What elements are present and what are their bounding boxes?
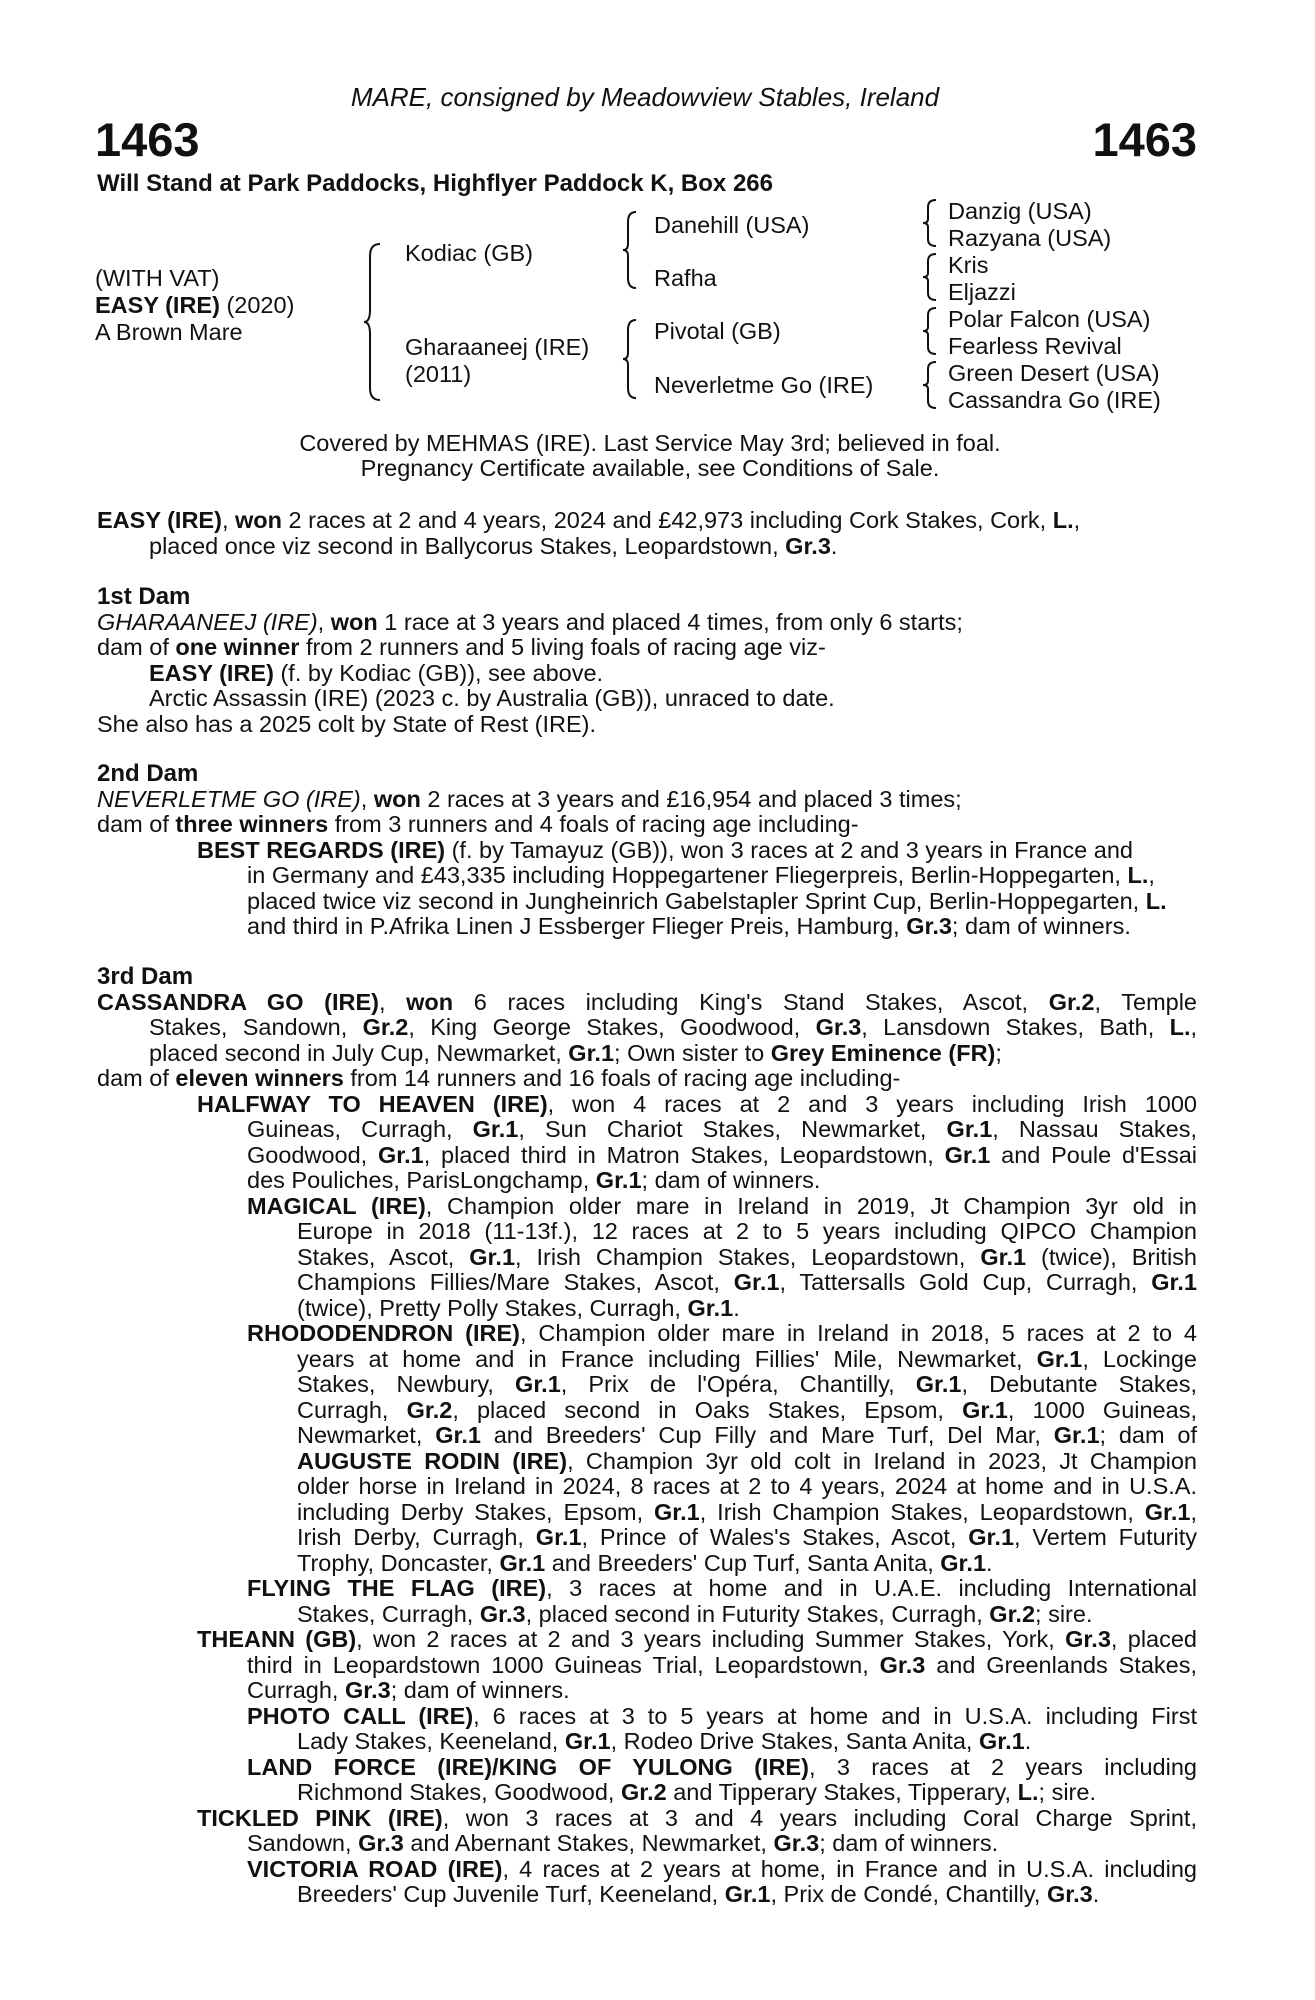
- magical-line-1: [97, 1194, 1197, 1220]
- best-regards-l4: and third in P.Afrika Linen J Essberger Flieger Preis, Hamburg,: [247, 913, 907, 939]
- second-dam-line-5: [97, 889, 1197, 915]
- summary-end: .: [830, 532, 838, 559]
- theann-t2b: Gr.3: [879, 1651, 926, 1678]
- cassandra-c5: ;: [995, 1039, 1002, 1066]
- second-dam-sep: ,: [360, 785, 374, 812]
- magical-name: MAGICAL (IRE): [247, 1192, 426, 1219]
- rhododendron-r2b: Gr.1: [1036, 1345, 1083, 1372]
- theann-t1b: , won 2 races at 2 and 3 years including Summer Stakes, York,: [356, 1626, 1066, 1652]
- dam-name: Gharaaneej (IRE): [405, 334, 590, 360]
- land-force-line-1: [97, 1755, 1197, 1781]
- cassandra-go-name: CASSANDRA GO (IRE): [97, 988, 379, 1015]
- magical-m3c: , Irish Champion Stakes, Leopardstown,: [515, 1243, 981, 1270]
- halfway-h3e: and Poule d'Essai: [990, 1141, 1198, 1168]
- summary-placed: placed once viz second in Ballycorus Stakes, Leopardstown,: [149, 532, 786, 559]
- sire-dam: Rafha: [654, 265, 717, 291]
- second-dam-line-4: [97, 863, 1197, 889]
- photo-call-name: PHOTO CALL (IRE): [247, 1702, 474, 1729]
- horse-name: EASY (IRE): [95, 292, 220, 318]
- magical-m4b: Gr.1: [733, 1269, 780, 1295]
- cassandra-d3: from 14 runners and 16 foals of racing age including-: [343, 1065, 901, 1091]
- pedigree-bracket-sire: [622, 210, 638, 290]
- halfway-h3d: Gr.1: [944, 1141, 991, 1168]
- cassandra-b4: Gr.3: [815, 1014, 862, 1040]
- dam-dam: Neverletme Go (IRE): [654, 372, 874, 398]
- theann-t3c: ; dam of winners.: [390, 1677, 570, 1703]
- land-l1b: , 3 races at 2 years including: [808, 1753, 1197, 1780]
- cassandra-b3: , King George Stakes, Goodwood,: [408, 1014, 816, 1040]
- summary-horse-name: EASY (IRE): [97, 507, 222, 533]
- rhododendron-r4c: , placed second in Oaks Stakes, Epsom,: [452, 1396, 963, 1423]
- horse-summary: [97, 508, 1197, 559]
- auguste-au3e: ,: [1190, 1498, 1197, 1525]
- rhododendron-r3a: Stakes, Newbury,: [297, 1371, 516, 1397]
- victoria-v2d: Gr.3: [1046, 1881, 1093, 1907]
- halfway-h4b: Gr.1: [595, 1167, 642, 1193]
- auguste-au4b: Gr.1: [535, 1524, 582, 1550]
- theann-t3b: Gr.3: [344, 1677, 391, 1703]
- auguste-au3c: , Irish Champion Stakes, Leopardstown,: [699, 1498, 1145, 1525]
- flying-f1b: , 3 races at home and in U.A.E. including International: [546, 1575, 1197, 1601]
- halfway-h2d: Gr.1: [946, 1116, 993, 1142]
- best-regards-l2-grade: L.: [1127, 862, 1149, 888]
- auguste-au5e: .: [986, 1549, 993, 1576]
- halfway-line-4: [97, 1168, 1197, 1194]
- halfway-h3a: Goodwood,: [247, 1141, 378, 1168]
- theann-t2a: third in Leopardstown 1000 Guineas Trial, Leopardstown,: [247, 1651, 880, 1678]
- rhododendron-r2a: years at home and in France including Fillies' Mile, Newmarket,: [297, 1345, 1037, 1372]
- cassandra-b1: Stakes, Sandown,: [149, 1014, 363, 1040]
- lot-number-right: 1463: [1092, 113, 1197, 166]
- dam-year: (2011): [405, 361, 472, 387]
- rhododendron-line-3: [97, 1372, 1197, 1398]
- pedigree-bracket-g4: [922, 360, 938, 410]
- rhododendron-r4d: Gr.1: [962, 1396, 1008, 1423]
- pedigree-bracket-g2: [922, 252, 938, 302]
- victoria-v2a: Breeders' Cup Juvenile Turf, Keeneland,: [297, 1881, 725, 1907]
- rhododendron-r4b: Gr.2: [406, 1396, 453, 1423]
- photo-p2e: .: [1024, 1728, 1032, 1754]
- halfway-line-3: [97, 1143, 1197, 1169]
- tickled-k2e: ; dam of winners.: [819, 1830, 999, 1856]
- halfway-h2b: Gr.1: [472, 1116, 519, 1142]
- first-dam-sep: ,: [317, 608, 331, 635]
- auguste-au1b: , Champion 3yr old colt in Ireland in 2023, Jt Champion: [567, 1447, 1197, 1474]
- rhododendron-r5b: Gr.1: [435, 1422, 481, 1448]
- best-regards-l3-grade: L.: [1145, 887, 1167, 914]
- photo-p2c: , Rodeo Drive Stakes, Santa Anita,: [610, 1728, 979, 1754]
- ancestor-eljazzi: Eljazzi: [948, 279, 1016, 305]
- summary-won: won: [235, 507, 282, 533]
- theann-t1d: , placed: [1110, 1626, 1197, 1652]
- flying-flag-line-1: [97, 1576, 1197, 1602]
- cassandra-t2: , Temple: [1094, 988, 1197, 1015]
- photo-p2d: Gr.1: [978, 1728, 1025, 1754]
- second-dam-line-1: [97, 787, 1197, 813]
- halfway-h2e: , Nassau Stakes,: [992, 1116, 1197, 1142]
- tickled-pink-line-1: [97, 1806, 1197, 1832]
- auguste-au3d: Gr.1: [1144, 1498, 1191, 1525]
- magical-m3e: (twice), British: [1026, 1243, 1197, 1270]
- rhododendron-r5c: and Breeders' Cup Filly and Mare Turf, Del Mar,: [480, 1422, 1054, 1448]
- vat-label: (WITH VAT): [95, 265, 220, 291]
- land-l2c: and Tipperary Stakes, Tipperary,: [666, 1779, 1018, 1805]
- magical-m4d: Gr.1: [1151, 1269, 1197, 1295]
- halfway-h4c: ; dam of winners.: [641, 1167, 821, 1193]
- best-regards-text: (f. by Tamayuz (GB)), won 3 races at 2 and 3 years in France and: [445, 836, 1133, 863]
- victoria-v1b: , 4 races at 2 years at home, in France and in U.S.A. including: [502, 1855, 1197, 1882]
- rhododendron-r4a: Curragh,: [297, 1396, 407, 1423]
- tickled-k1b: , won 3 races at 3 and 4 years including Coral Charge Sprint,: [442, 1804, 1197, 1831]
- cassandra-c3: ; Own sister to: [614, 1039, 771, 1066]
- stand-location: Will Stand at Park Paddocks, Highflyer Paddock K, Box 266: [97, 170, 773, 197]
- rhododendron-line-2: [97, 1347, 1197, 1373]
- first-dam-foals: from 2 runners and 5 living foals of racing age viz-: [299, 634, 826, 660]
- rhododendron-line-1: [97, 1321, 1197, 1347]
- second-dam-line-6: [97, 914, 1197, 940]
- rhododendron-r3c: , Prix de l'Opéra, Chantilly,: [560, 1371, 916, 1397]
- tickled-k2c: and Abernant Stakes, Newmarket,: [403, 1830, 774, 1856]
- cassandra-b6: L.: [1169, 1014, 1191, 1040]
- first-dam-produce-easy: EASY (IRE): [149, 659, 274, 686]
- third-dam-heading: 3rd Dam: [97, 963, 194, 990]
- auguste-au4e: , Vertem Futurity: [1014, 1524, 1197, 1550]
- second-dam-line-2: [97, 812, 1197, 838]
- summary-text: 2 races at 2 and 4 years, 2024 and £42,973 including Cork Stakes, Cork,: [282, 507, 1053, 533]
- third-dam-line-4: [97, 1066, 1197, 1092]
- rhododendron-r3b: Gr.1: [515, 1371, 561, 1397]
- best-regards-l2-end: ,: [1148, 862, 1155, 888]
- third-dam-line-2: [97, 1015, 1197, 1041]
- victoria-v2e: .: [1092, 1881, 1100, 1907]
- auguste-au5b: Gr.1: [499, 1549, 546, 1576]
- photo-call-line-2: [97, 1729, 1197, 1755]
- ancestor-danzig: Danzig (USA): [948, 198, 1092, 224]
- horse-year: (2020): [226, 292, 295, 318]
- magical-m5c: .: [733, 1294, 740, 1321]
- halfway-line-2: [97, 1117, 1197, 1143]
- victoria-v2b: Gr.1: [724, 1881, 771, 1907]
- victoria-v2c: , Prix de Condé, Chantilly,: [770, 1881, 1047, 1907]
- third-dam-line-3: [97, 1041, 1197, 1067]
- flying-f2c: , placed second in Futurity Stakes, Curragh,: [525, 1600, 990, 1627]
- victoria-road-name: VICTORIA ROAD (IRE): [247, 1855, 503, 1882]
- summary-grade: Gr.3: [785, 532, 831, 559]
- halfway-h2c: , Sun Chariot Stakes, Newmarket,: [518, 1116, 947, 1142]
- second-dam-won: won: [373, 785, 421, 812]
- magical-m3d: Gr.1: [980, 1243, 1027, 1270]
- halfway-h3c: , placed third in Matron Stakes, Leopardstown,: [423, 1141, 945, 1168]
- photo-p2b: Gr.1: [564, 1728, 611, 1754]
- tickled-k2a: Sandown,: [247, 1830, 359, 1856]
- sire-name: Kodiac (GB): [405, 240, 533, 266]
- first-dam-line-5: She also has a 2025 colt by State of Rest (IRE).: [97, 710, 596, 737]
- halfway-h2a: Guineas, Curragh,: [247, 1116, 473, 1142]
- best-regards-l4-grade: Gr.3: [906, 913, 952, 939]
- tickled-k2b: Gr.3: [358, 1830, 404, 1856]
- theann-line-1: [97, 1627, 1197, 1653]
- rhododendron-r3d: Gr.1: [915, 1371, 962, 1397]
- auguste-au5a: Trophy, Doncaster,: [297, 1549, 500, 1576]
- land-l2e: ; sire.: [1038, 1779, 1096, 1805]
- magical-m1b: , Champion older mare in Ireland in 2019, Jt Champion 3yr old in: [425, 1192, 1197, 1219]
- best-regards-l4-end: ; dam of winners.: [951, 913, 1131, 939]
- ancestor-kris: Kris: [948, 252, 989, 278]
- third-dam-line-1: [97, 990, 1197, 1016]
- halfway-line-1: [97, 1092, 1197, 1118]
- theann-t1c: Gr.3: [1065, 1626, 1111, 1652]
- auguste-line-1: [97, 1449, 1197, 1475]
- flying-flag-line-2: [97, 1602, 1197, 1628]
- first-dam-line-1: [97, 610, 1197, 636]
- auguste-line-3: [97, 1500, 1197, 1526]
- rhododendron-r2c: , Lockinge: [1082, 1345, 1197, 1372]
- ancestor-razyana: Razyana (USA): [948, 225, 1112, 251]
- flying-the-flag-name: FLYING THE FLAG (IRE): [247, 1575, 547, 1601]
- cassandra-won: won: [406, 988, 454, 1015]
- second-dam-heading: 2nd Dam: [97, 760, 199, 787]
- rhododendron-line-4: [97, 1398, 1197, 1424]
- grey-eminence-name: Grey Eminence (FR): [770, 1039, 996, 1066]
- auguste-au5d: Gr.1: [940, 1549, 987, 1576]
- auguste-line-2: older horse in Ireland in 2024, 8 races at 2 to 4 years, 2024 at home and in U.S.A.: [297, 1473, 1197, 1499]
- rhododendron-r5e: ; dam of: [1099, 1422, 1197, 1448]
- dam-sire: Pivotal (GB): [654, 318, 781, 344]
- second-dam-name: NEVERLETME GO (IRE): [97, 785, 361, 812]
- cassandra-b5: , Lansdown Stakes, Bath,: [861, 1014, 1170, 1040]
- best-regards-name: BEST REGARDS (IRE): [197, 836, 446, 863]
- auguste-rodin-name: AUGUSTE RODIN (IRE): [297, 1447, 568, 1474]
- rhododendron-r4e: , 1000 Guineas,: [1007, 1396, 1197, 1423]
- first-dam-line-4: Arctic Assassin (IRE) (2023 c. by Australia (GB)), unraced to date.: [149, 685, 835, 711]
- summary-comma: ,: [1073, 507, 1081, 533]
- magical-m5b: Gr.1: [687, 1294, 734, 1321]
- magical-m4a: Champions Fillies/Mare Stakes, Ascot,: [297, 1269, 734, 1295]
- rhododendron-r1b: , Champion older mare in Ireland in 2018, 5 races at 2 to 4: [520, 1320, 1198, 1346]
- summary-sep: ,: [221, 507, 235, 533]
- horse-description: A Brown Mare: [95, 319, 243, 345]
- tickled-pink-line-2: [97, 1831, 1197, 1857]
- pedigree-bracket-dam: [622, 318, 638, 400]
- flying-f2b: Gr.3: [479, 1600, 526, 1627]
- cassandra-b7: ,: [1190, 1014, 1198, 1040]
- land-force-line-2: [97, 1780, 1197, 1806]
- second-dam-foals: from 3 runners and 4 foals of racing age including-: [328, 811, 859, 837]
- rhododendron-r5d: Gr.1: [1053, 1422, 1100, 1448]
- first-dam-line-2: [97, 635, 1197, 661]
- first-dam-line-3: [97, 661, 1197, 687]
- cassandra-t1: 6 races including King's Stand Stakes, Ascot,: [453, 988, 1049, 1015]
- auguste-line-4: [97, 1525, 1197, 1551]
- magical-line-2: Europe in 2018 (11-13f.), 12 races at 2 to 5 years including QIPCO Champion: [297, 1218, 1197, 1244]
- rhododendron-r5a: Newmarket,: [297, 1422, 436, 1448]
- magical-m3b: Gr.1: [469, 1243, 516, 1270]
- cassandra-c1: placed second in July Cup, Newmarket,: [149, 1039, 569, 1066]
- horse-title: [95, 292, 294, 319]
- pedigree-bracket-g1: [922, 198, 938, 248]
- theann-name: THEANN (GB): [197, 1626, 357, 1652]
- auguste-au5c: and Breeders' Cup Turf, Santa Anita,: [545, 1549, 941, 1576]
- first-dam-name: GHARAANEEJ (IRE): [97, 608, 318, 635]
- auguste-au3b: Gr.1: [654, 1498, 700, 1525]
- first-dam-produce-easy-note: (f. by Kodiac (GB)), see above.: [273, 659, 604, 686]
- halfway-h4a: des Pouliches, ParisLongchamp,: [247, 1167, 596, 1193]
- second-dam-line-3: [97, 838, 1197, 864]
- cassandra-b2: Gr.2: [362, 1014, 409, 1040]
- best-regards-l3: placed twice viz second in Jungheinrich Gabelstapler Sprint Cup, Berlin-Hoppegarten,: [247, 887, 1146, 914]
- cassandra-d2: eleven winners: [175, 1065, 344, 1091]
- tickled-pink-name: TICKLED PINK (IRE): [197, 1804, 443, 1831]
- photo-p2a: Lady Stakes, Keeneland,: [297, 1728, 565, 1754]
- photo-call-line-1: [97, 1704, 1197, 1730]
- magical-line-5: [97, 1296, 1197, 1322]
- theann-line-3: [97, 1678, 1197, 1704]
- auguste-au4a: Irish Derby, Curragh,: [297, 1524, 536, 1550]
- ancestor-cassandra-go: Cassandra Go (IRE): [948, 387, 1161, 413]
- third-dam-section: [97, 964, 1197, 1908]
- consignor-line: MARE, consigned by Meadowview Stables, Ireland: [350, 82, 940, 112]
- cassandra-g1: Gr.2: [1048, 988, 1095, 1015]
- magical-m5a: (twice), Pretty Polly Stakes, Curragh,: [297, 1294, 688, 1321]
- rhododendron-r3e: , Debutante Stakes,: [961, 1371, 1197, 1397]
- covered-line-2: Pregnancy Certificate available, see Conditions of Sale.: [360, 455, 940, 481]
- cassandra-sep: ,: [378, 988, 407, 1015]
- auguste-au4c: , Prince of Wales's Stakes, Ascot,: [581, 1524, 969, 1550]
- land-l2b: Gr.2: [620, 1779, 667, 1805]
- auguste-line-5: [97, 1551, 1197, 1577]
- second-dam-damof: dam of: [97, 811, 176, 837]
- magical-m3a: Stakes, Ascot,: [297, 1243, 470, 1270]
- halfway-to-heaven-name: HALFWAY TO HEAVEN (IRE): [197, 1090, 548, 1117]
- ancestor-polar-falcon: Polar Falcon (USA): [948, 306, 1151, 332]
- first-dam-damof: dam of: [97, 634, 176, 660]
- pedigree-bracket-main: [362, 242, 384, 402]
- theann-t2c: and Greenlands Stakes,: [925, 1651, 1197, 1678]
- flying-f2a: Stakes, Curragh,: [297, 1600, 480, 1627]
- covering-note: [100, 431, 1200, 481]
- cassandra-d1: dam of: [97, 1065, 176, 1091]
- summary-line-2: [97, 534, 1197, 560]
- first-dam-record: 1 race at 3 years and placed 4 times, from only 6 starts;: [377, 608, 963, 635]
- victoria-road-line-2: [97, 1882, 1197, 1908]
- theann-line-2: [97, 1653, 1197, 1679]
- theann-t3a: Curragh,: [247, 1677, 345, 1703]
- lot-number-left: 1463: [95, 113, 200, 166]
- victoria-road-line-1: [97, 1857, 1197, 1883]
- sire-sire: Danehill (USA): [654, 212, 810, 238]
- rhododendron-line-5: [97, 1423, 1197, 1449]
- best-regards-l2: in Germany and £43,335 including Hoppegartener Fliegerpreis, Berlin-Hoppegarten,: [247, 862, 1128, 888]
- flying-f2e: ; sire.: [1035, 1600, 1093, 1627]
- flying-f2d: Gr.2: [989, 1600, 1036, 1627]
- magical-line-3: [97, 1245, 1197, 1271]
- second-dam-section: [97, 761, 1197, 940]
- tickled-k2d: Gr.3: [773, 1830, 820, 1856]
- first-dam-winners: one winner: [175, 634, 300, 660]
- covered-line-1: Covered by MEHMAS (IRE). Last Service May 3rd; believed in foal.: [299, 430, 1001, 456]
- second-dam-winners: three winners: [175, 811, 329, 837]
- cassandra-c2: Gr.1: [568, 1039, 615, 1066]
- land-force-name: LAND FORCE (IRE)/KING OF YULONG (IRE): [247, 1753, 809, 1780]
- magical-line-4: [97, 1270, 1197, 1296]
- rhododendron-name: RHODODENDRON (IRE): [247, 1320, 520, 1346]
- summary-line-1: [97, 508, 1197, 534]
- photo-p1b: , 6 races at 3 to 5 years at home and in U.S.A. including First: [473, 1702, 1197, 1729]
- halfway-h3b: Gr.1: [377, 1141, 424, 1168]
- auguste-au4d: Gr.1: [968, 1524, 1015, 1550]
- ancestor-fearless-revival: Fearless Revival: [948, 333, 1122, 359]
- land-l2a: Richmond Stakes, Goodwood,: [297, 1779, 621, 1805]
- first-dam-section: [97, 584, 1197, 737]
- auguste-au3a: including Derby Stakes, Epsom,: [297, 1498, 655, 1525]
- ancestor-green-desert: Green Desert (USA): [948, 360, 1160, 386]
- summary-listed: L.: [1052, 507, 1074, 533]
- magical-m4c: , Tattersalls Gold Cup, Curragh,: [779, 1269, 1152, 1295]
- first-dam-heading: 1st Dam: [97, 583, 191, 610]
- pedigree-bracket-g3: [922, 306, 938, 356]
- second-dam-record: 2 races at 3 years and £16,954 and placed 3 times;: [420, 785, 962, 812]
- land-l2d: L.: [1017, 1779, 1039, 1805]
- halfway-h1b: , won 4 races at 2 and 3 years including Irish 1000: [547, 1090, 1198, 1117]
- first-dam-won: won: [330, 608, 378, 635]
